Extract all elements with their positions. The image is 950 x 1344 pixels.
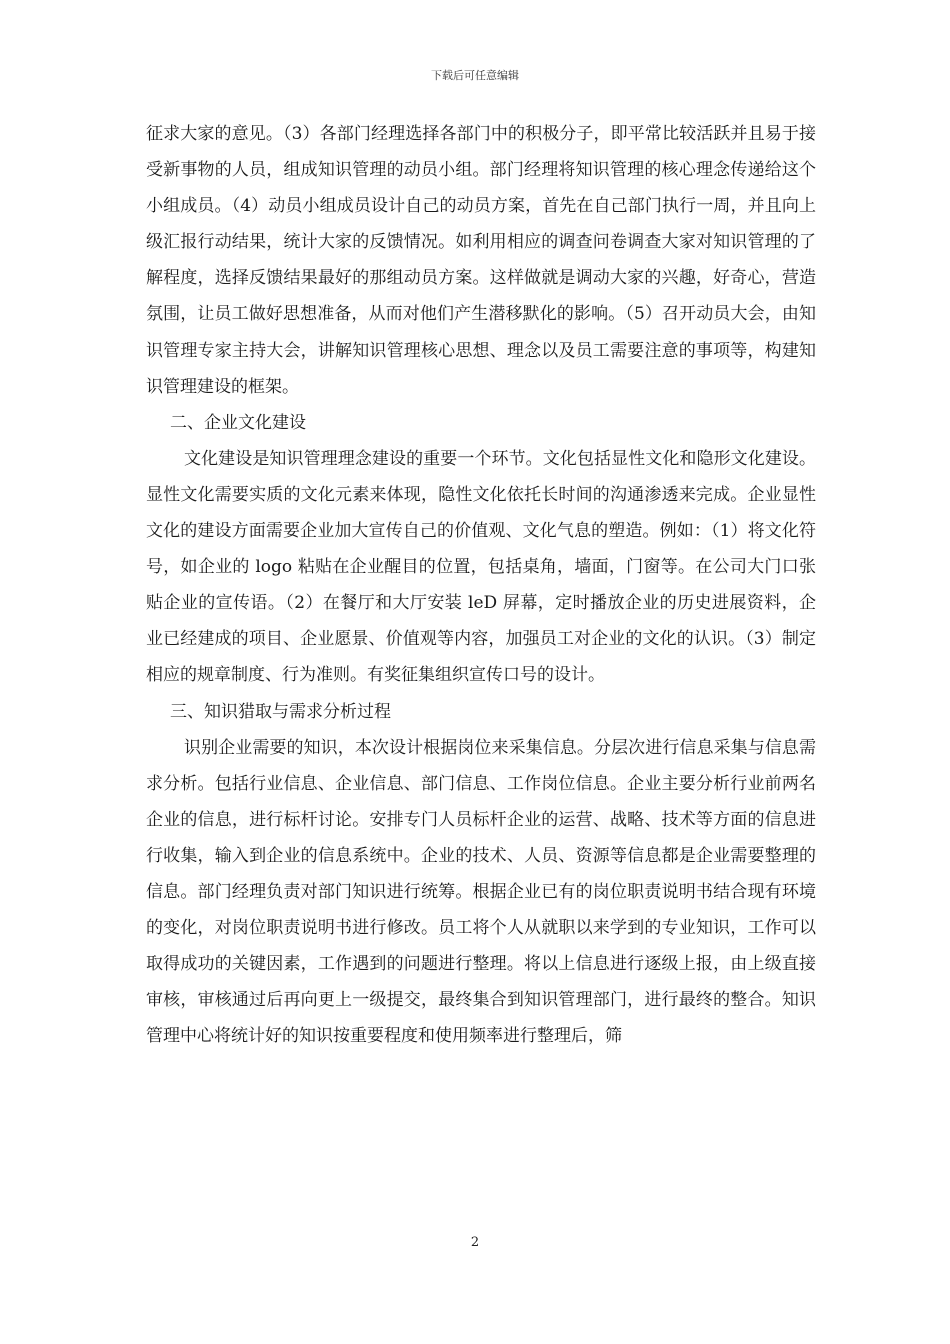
section-heading-culture: 二、企业文化建设 xyxy=(170,412,306,433)
paragraph-mobilization: 征求大家的意见。（3）各部门经理选择各部门中的积极分子，即平常比较活跃并且易于接受新事物的人员，组成知识管理的动员小组。部门经理将知识管理的核心理念传递给这个小组成员。（4）动员小组成员设计自己的动员方案，首先在自己部门执行一周，并且向上级汇报行动结果，统计大家的反馈情况。如利用相应的调查问卷调查大家对知识管理的了解程度，选择反馈结果最好的那组动员方案。这样做就是调动大家的兴趣，好奇心，营造氛围，让员工做好思想准备，从而对他们产生潜移默化的影响。（5）召开动员大会，由知识管理专家主持大会，讲解知识管理核心思想、理念以及员工需要注意的事项等，构建知识管理建设的框架。 xyxy=(146,124,816,397)
page-header: 下载后可任意编辑 xyxy=(431,69,519,82)
section-heading-knowledge-acquisition: 三、知识猎取与需求分析过程 xyxy=(170,701,391,722)
paragraph-culture: 文化建设是知识管理理念建设的重要一个环节。文化包括显性文化和隐形文化建设。显性文化需要实质的文化元素来体现，隐性文化依托长时间的沟通渗透来完成。企业显性文化的建设方面需要企业加大宣传自己的价值观、文化气息的塑造。例如：（1）将文化符号，如企业的 logo 粘贴在企业醒目的位置，包括桌角，墙面，门窗等。在公司大门口张贴企业的宣传语。（2）在餐厅和大厅安装 leD 屏幕，定时播放企业的历史进展资料，企业已经建成的项目、企业愿景、价值观等内容，加强员工对企业的文化的认识。（3）制定相应的规章制度、行为准则。有奖征集组织宣传口号的设计。 xyxy=(146,448,816,686)
paragraph-knowledge-acquisition: 识别企业需要的知识，本次设计根据岗位来采集信息。分层次进行信息采集与信息需求分析。包括行业信息、企业信息、部门信息、工作岗位信息。企业主要分析行业前两名企业的信息，进行标杆讨论。安排专门人员标杆企业的运营、战略、技术等方面的信息进行收集，输入到企业的信息系统中。企业的技术、人员、资源等信息都是企业需要整理的信息。部门经理负责对部门知识进行统筹。根据企业已有的岗位职责说明书结合现有环境的变化，对岗位职责说明书进行修改。员工将个人从就职以来学到的专业知识，工作可以取得成功的关键因素，工作遇到的问题进行整理。将以上信息进行逐级上报，由上级直接审核，审核通过后再向更上一级提交，最终集合到知识管理部门，进行最终的整合。知识管理中心将统计好的知识按重要程度和使用频率进行整理后，筛 xyxy=(146,737,816,1047)
page-number: 2 xyxy=(470,1235,480,1250)
document-body xyxy=(146,116,816,1054)
